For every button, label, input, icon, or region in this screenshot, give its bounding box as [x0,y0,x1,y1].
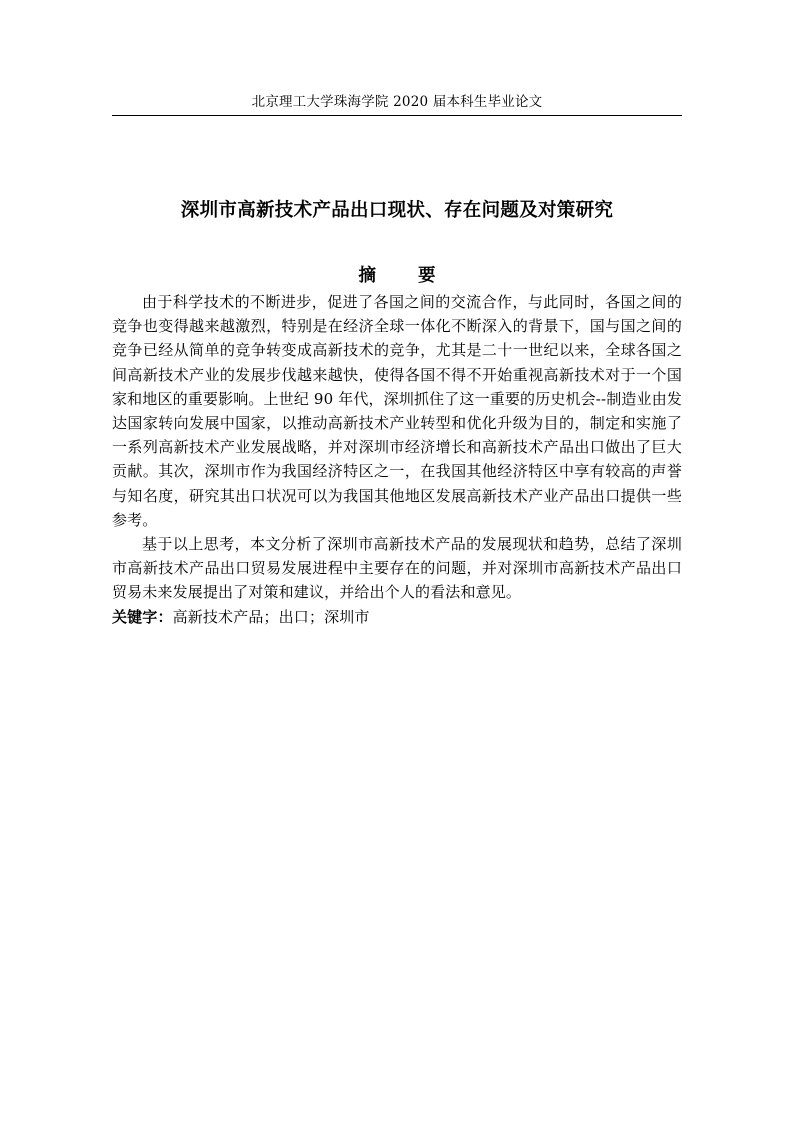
abstract-paragraph-2: 基于以上思考，本文分析了深圳市高新技术产品的发展现状和趋势，总结了深圳市高新技术产品出口贸易发展进程中主要存在的问题，并对深圳市高新技术产品出口贸易未来发展提出了对策和建议，并给出个人的看法和意见。 [112,535,682,602]
header-divider [112,115,682,116]
abstract-paragraph-1: 由于科学技术的不断进步，促进了各国之间的交流合作，与此同时，各国之间的竞争也变得越来越激烈，特别是在经济全球一体化不断深入的背景下，国与国之间的竞争已经从简单的竞争转变成高新技术的竞争，尤其是二十一世纪以来，全球各国之间高新技术产业的发展步伐越来越快，使得各国不得不开始重视高新技术对于一个国家和地区的重要影响。上世纪 90 年代，深圳抓住了这一重要的历史机会--制造业由发达国家转向发展中国家，以推动高新技术产业转型和优化升级为目的，制定和实施了一系列高新技术产业发展战略，并对深圳市经济增长和高新技术产品出口做出了巨大贡献。其次，深圳市作为我国经济特区之一，在我国其他经济特区中享有较高的声誉与知名度，研究其出口状况可以为我国其他地区发展高新技术产业产品出口提供一些参考。 [112,293,682,529]
abstract-body [112,290,682,629]
keywords-text: 高新技术产品；出口；深圳市 [172,607,370,626]
abstract-heading: 摘 要 [358,266,454,286]
paper-title: 深圳市高新技术产品出口现状、存在问题及对策研究 [180,200,614,221]
running-header: 北京理工大学珠海学院 2020 届本科生毕业论文 [251,94,543,110]
keywords-line [112,605,682,629]
keywords-label: 关键字： [112,607,173,626]
